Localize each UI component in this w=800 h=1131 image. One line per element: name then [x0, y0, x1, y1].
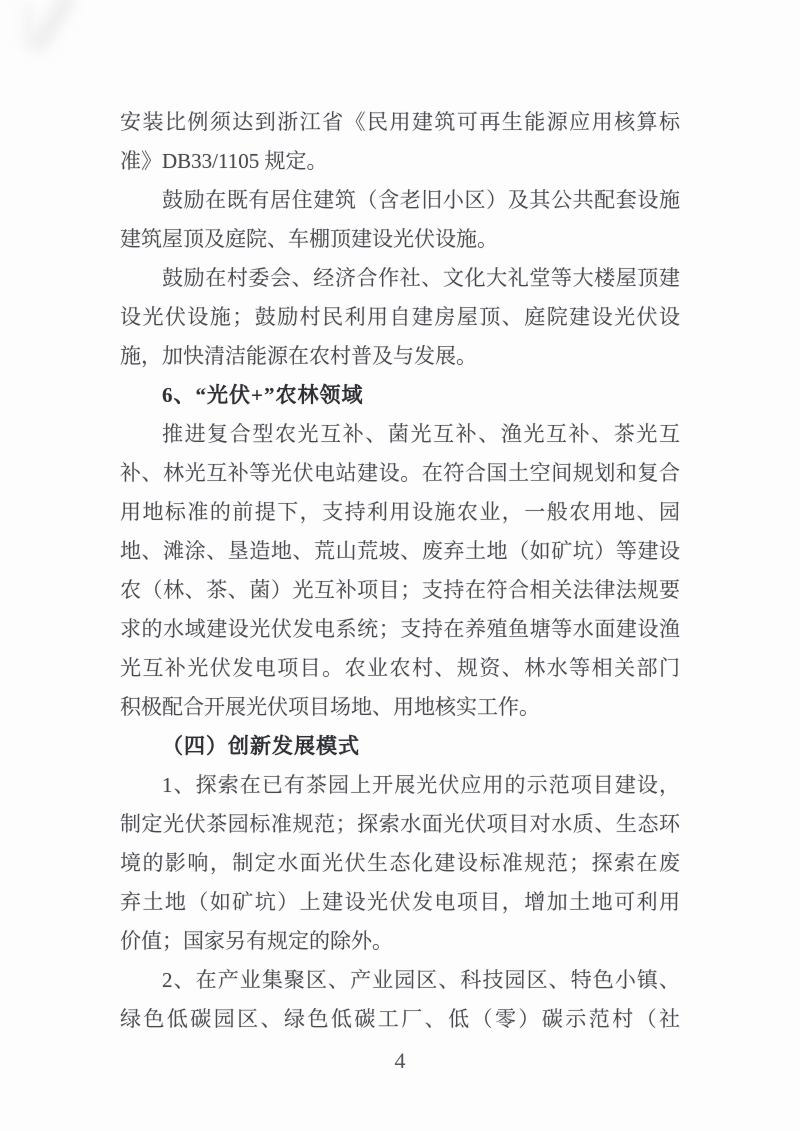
text-line: 补、林光互补等光伏电站建设。在符合国土空间规划和复合: [120, 461, 680, 485]
paragraph: [120, 181, 680, 259]
text-line: 施，加快清洁能源在农村普及与发展。: [120, 344, 477, 368]
text-line: 6、“光伏+”农林领域: [162, 383, 364, 407]
text-line: 2、在产业集聚区、产业园区、科技园区、特色小镇、: [162, 968, 680, 992]
document-body: [120, 103, 680, 1039]
text-line: 安装比例须达到浙江省《民用建筑可再生能源应用核算标: [120, 110, 680, 134]
text-line: （四）创新发展模式: [162, 734, 360, 758]
paragraph: [120, 766, 680, 961]
paragraph: [120, 961, 680, 1039]
text-line: 设光伏设施；鼓励村民利用自建房屋顶、庭院建设光伏设: [120, 305, 680, 329]
page-number: 4: [394, 1048, 406, 1073]
text-line: 光互补光伏发电项目。农业农村、规资、林水等相关部门: [120, 656, 680, 680]
text-line: 求的水域建设光伏发电系统；支持在养殖鱼塘等水面建设渔: [120, 617, 680, 641]
text-line: 价值；国家另有规定的除外。: [120, 929, 393, 953]
text-line: 弃土地（如矿坑）上建设光伏发电项目，增加土地可利用: [120, 890, 680, 914]
text-line: 1、探索在已有茶园上开展光伏应用的示范项目建设，: [162, 773, 680, 797]
text-line: 农（林、茶、菌）光互补项目；支持在符合相关法律法规要: [120, 578, 680, 602]
text-line: 推进复合型农光互补、菌光互补、渔光互补、茶光互: [162, 422, 680, 446]
text-line: 鼓励在既有居住建筑（含老旧小区）及其公共配套设施: [162, 188, 680, 212]
paragraph: [120, 415, 680, 727]
text-line: 用地标准的前提下，支持利用设施农业，一般农用地、园: [120, 500, 680, 524]
text-line: 积极配合开展光伏项目场地、用地核实工作。: [120, 695, 540, 719]
text-line: 鼓励在村委会、经济合作社、文化大礼堂等大楼屋顶建: [162, 266, 680, 290]
section-heading: [120, 376, 680, 415]
text-line: 境的影响，制定水面光伏生态化建设标准规范；探索在废: [120, 851, 680, 875]
scan-artifact: [24, 2, 32, 48]
scan-artifact: [30, 0, 76, 53]
paragraph: [120, 103, 680, 181]
paragraph: [120, 259, 680, 376]
text-line: 建筑屋顶及庭院、车棚顶建设光伏设施。: [120, 227, 498, 251]
text-line: 制定光伏茶园标准规范；探索水面光伏项目对水质、生态环: [120, 812, 680, 836]
text-line: 地、滩涂、垦造地、荒山荒坡、废弃土地（如矿坑）等建设: [120, 539, 680, 563]
text-line: 绿色低碳园区、绿色低碳工厂、低（零）碳示范村（社: [120, 1007, 680, 1031]
section-heading: [120, 727, 680, 766]
text-line: 准》DB33/1105 规定。: [120, 149, 328, 173]
